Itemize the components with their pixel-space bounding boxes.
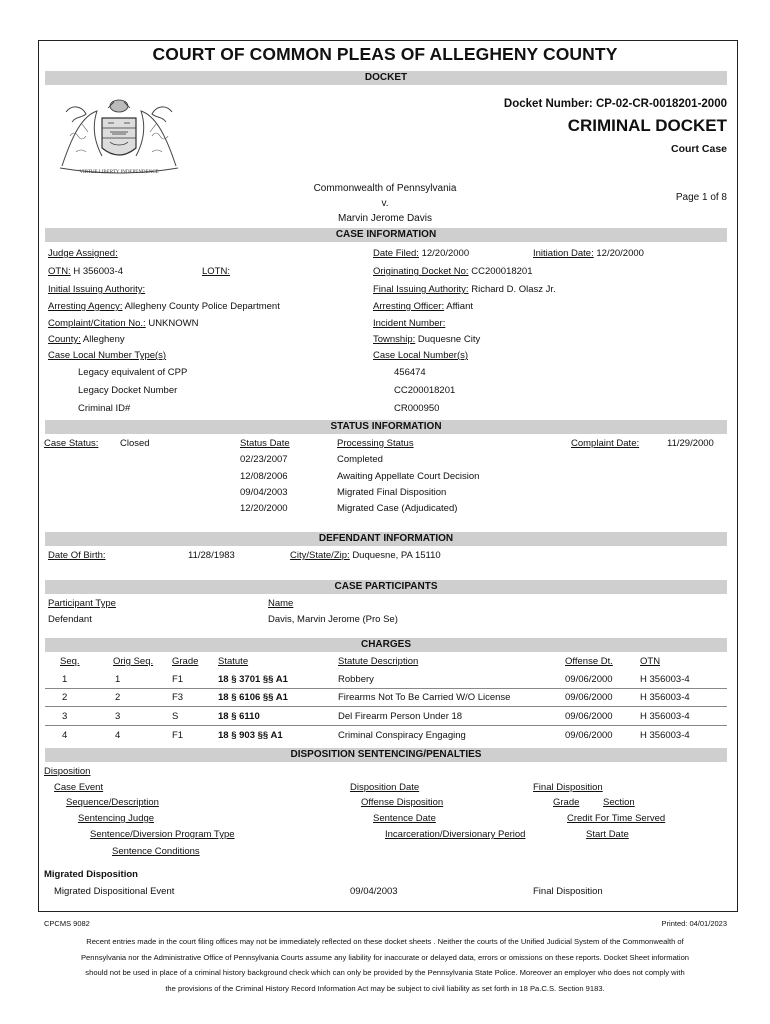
otn-value: H 356003-4: [73, 266, 123, 277]
county-field: [48, 334, 125, 345]
originating-docket-value: CC200018201: [471, 266, 533, 277]
local-number-types-label: Case Local Number Type(s): [48, 350, 167, 361]
charge-statute: 18 § 6110: [218, 711, 260, 722]
charge-description: Robbery: [338, 674, 374, 685]
county-value: Allegheny: [82, 334, 125, 345]
otn-label: OTN:: [48, 266, 71, 277]
sentence-conditions-header: Sentence Conditions: [112, 846, 200, 857]
charge-grade: F1: [172, 674, 184, 685]
otn-field: [48, 266, 123, 277]
grade-header: Grade: [553, 797, 580, 808]
migrated-date: 09/04/2003: [350, 886, 398, 897]
city-state-zip-value: Duquesne, PA 15110: [352, 550, 441, 561]
township-field: [373, 334, 480, 345]
status-date: 02/23/2007: [240, 454, 288, 465]
form-number: CPCMS 9082: [44, 919, 90, 928]
case-event-header: Case Event: [54, 782, 104, 793]
start-date-header: Start Date: [586, 829, 629, 840]
date-filed-label: Date Filed:: [373, 248, 419, 259]
charge-otn: H 356003-4: [640, 730, 690, 741]
offense-disposition-header: Offense Disposition: [361, 797, 444, 808]
charge-seq: 1: [62, 674, 68, 685]
sequence-description-header: Sequence/Description: [66, 797, 159, 808]
local-type-item: Criminal ID#: [78, 403, 131, 414]
charge-otn: H 356003-4: [640, 692, 690, 703]
case-information-band: CASE INFORMATION: [45, 228, 727, 242]
judge-assigned-label: Judge Assigned:: [48, 248, 118, 259]
charges-header-otn: OTN: [640, 656, 661, 667]
charge-statute: 18 § 6106 §§ A1: [218, 692, 288, 703]
local-number-item: CR000950: [394, 403, 440, 414]
docket-number: Docket Number: CP-02-CR-0018201-2000: [503, 98, 727, 110]
status-date: 09/04/2003: [240, 487, 288, 498]
credit-time-served-header: Credit For Time Served: [567, 813, 666, 824]
dob-value: 11/28/1983: [188, 550, 235, 561]
local-number-item: CC200018201: [394, 385, 456, 396]
final-authority-field: [373, 284, 556, 295]
initiation-date-label: Initiation Date:: [533, 248, 594, 259]
arresting-officer-field: [373, 301, 473, 312]
charge-grade: F1: [172, 730, 184, 741]
lotn-label: LOTN:: [202, 266, 230, 277]
originating-docket-label: Originating Docket No:: [373, 266, 469, 277]
charge-seq: 3: [62, 711, 68, 722]
local-type-item: Legacy Docket Number: [78, 385, 178, 396]
incarceration-header: Incarceration/Diversionary Period: [385, 829, 526, 840]
initiation-date-field: [533, 248, 644, 259]
participant-type: Defendant: [48, 614, 92, 625]
charge-description: Firearms Not To Be Carried W/O License: [338, 692, 511, 703]
row-divider: [45, 706, 727, 707]
sentencing-judge-header: Sentencing Judge: [78, 813, 155, 824]
charge-description: Del Firearm Person Under 18: [338, 711, 463, 722]
disposition-date-header: Disposition Date: [350, 782, 420, 793]
status-information-band: STATUS INFORMATION: [45, 420, 727, 434]
docket-band: DOCKET: [45, 71, 727, 85]
status-date-header: Status Date: [240, 438, 290, 449]
charge-offense-date: 09/06/2000: [565, 692, 613, 703]
charge-offense-date: 09/06/2000: [565, 711, 613, 722]
case-participants-band: CASE PARTICIPANTS: [45, 580, 727, 594]
date-filed-field: [373, 248, 469, 259]
date-filed-value: 12/20/2000: [421, 248, 470, 259]
complaint-field: [48, 318, 198, 329]
charge-offense-date: 09/06/2000: [565, 674, 613, 685]
charge-seq: 4: [62, 730, 68, 741]
complaint-value: UNKNOWN: [148, 318, 199, 329]
charge-orig-seq: 3: [115, 711, 121, 722]
charge-grade: F3: [172, 692, 184, 703]
processing-status: Migrated Final Disposition: [337, 487, 447, 498]
docket-type: CRIMINAL DOCKET: [567, 116, 727, 135]
charge-orig-seq: 1: [115, 674, 121, 685]
section-header: Section: [603, 797, 635, 808]
sentence-date-header: Sentence Date: [373, 813, 436, 824]
processing-status: Awaiting Appellate Court Decision: [337, 471, 480, 482]
charge-otn: H 356003-4: [640, 711, 690, 722]
city-state-zip-field: [290, 550, 441, 561]
participant-name: Davis, Marvin Jerome (Pro Se): [268, 614, 398, 625]
township-value: Duquesne City: [417, 334, 481, 345]
participant-type-header: Participant Type: [48, 598, 116, 609]
migrated-disposition-label: Migrated Disposition: [44, 869, 138, 880]
initial-authority-label: Initial Issuing Authority:: [48, 284, 146, 295]
charge-orig-seq: 4: [115, 730, 121, 741]
program-type-header: Sentence/Diversion Program Type: [90, 829, 235, 840]
plaintiff-name: Commonwealth of Pennsylvania: [313, 183, 457, 194]
row-divider: [45, 688, 727, 689]
case-status-value: Closed: [120, 438, 150, 449]
charge-seq: 2: [62, 692, 68, 703]
local-numbers-label: Case Local Number(s): [373, 350, 469, 361]
final-disposition-header: Final Disposition: [533, 782, 603, 793]
footer-disclaimer: Recent entries made in the court filing offices may not be immediately reflected on these docket sheets . Neither the courts of the Unified Judicial System of the Commonwealth of Pennsylvania nor the Administrative Office of Pennsylvania Courts assume any liability for inaccurate or delayed data, errors or omissions on these reports. Docket Sheet information should not be used in place of a criminal history background check which can only be provided by the Pennsylvania State Police. Moreover an employer who does not comply with the provisions of the Criminal History Record Information Act may be subject to civil liability as set forth in 18 Pa.C.S. Section 9183.: [80, 937, 690, 993]
processing-status-header: Processing Status: [337, 438, 414, 449]
charges-header-description: Statute Description: [338, 656, 419, 667]
charge-offense-date: 09/06/2000: [565, 730, 613, 741]
charge-statute: 18 § 903 §§ A1: [218, 730, 283, 741]
charges-header-statute: Statute: [218, 656, 249, 667]
incident-number-label: Incident Number:: [373, 318, 446, 329]
pennsylvania-coat-of-arms-icon: [52, 96, 186, 179]
status-date: 12/20/2000: [240, 503, 288, 514]
migrated-final-disposition: Final Disposition: [533, 886, 603, 897]
status-date: 12/08/2006: [240, 471, 288, 482]
arresting-officer-label: Arresting Officer:: [373, 301, 445, 312]
local-number-item: 456474: [394, 367, 426, 378]
charges-header-offense-date: Offense Dt.: [565, 656, 613, 667]
court-title: COURT OF COMMON PLEAS OF ALLEGHENY COUNTY: [152, 44, 618, 64]
page-indicator: Page 1 of 8: [675, 192, 727, 203]
final-authority-value: Richard D. Olasz Jr.: [471, 284, 556, 295]
defendant-information-band: DEFENDANT INFORMATION: [45, 532, 727, 546]
charge-statute: 18 § 3701 §§ A1: [218, 674, 288, 685]
complaint-label: Complaint/Citation No.:: [48, 318, 146, 329]
court-case-label: Court Case: [670, 143, 727, 155]
initiation-date-value: 12/20/2000: [596, 248, 644, 259]
local-type-item: Legacy equivalent of CPP: [78, 367, 188, 378]
charges-header-orig-seq: Orig Seq.: [113, 656, 154, 667]
row-divider: [45, 725, 727, 726]
charge-otn: H 356003-4: [640, 674, 690, 685]
processing-status: Completed: [337, 454, 383, 465]
dob-label: Date Of Birth:: [48, 550, 106, 561]
city-state-zip-label: City/State/Zip:: [290, 550, 350, 561]
migrated-event: Migrated Dispositional Event: [54, 886, 175, 897]
originating-docket-field: [373, 266, 533, 277]
charge-description: Criminal Conspiracy Engaging: [338, 730, 466, 741]
township-label: Township:: [373, 334, 416, 345]
final-authority-label: Final Issuing Authority:: [373, 284, 469, 295]
charges-band: CHARGES: [45, 638, 727, 652]
complaint-date-value: 11/29/2000: [667, 438, 714, 449]
charge-orig-seq: 2: [115, 692, 121, 703]
charges-header-seq: Seq.: [60, 656, 80, 667]
defendant-caption: Marvin Jerome Davis: [338, 213, 432, 224]
svg-text:VIRTUE LIBERTY INDEPENDENCE: VIRTUE LIBERTY INDEPENDENCE: [79, 170, 159, 175]
complaint-date-label: Complaint Date:: [571, 438, 640, 449]
arresting-agency-label: Arresting Agency:: [48, 301, 123, 312]
charge-grade: S: [172, 711, 179, 722]
arresting-agency-value: Allegheny County Police Department: [124, 301, 280, 312]
arresting-officer-value: Affiant: [446, 301, 473, 312]
charges-header-grade: Grade: [172, 656, 199, 667]
printed-date: Printed: 04/01/2023: [661, 919, 727, 928]
disposition-band: DISPOSITION SENTENCING/PENALTIES: [45, 748, 727, 762]
participant-name-header: Name: [268, 598, 294, 609]
arresting-agency-field: [48, 301, 280, 312]
versus-label: v.: [381, 198, 389, 209]
processing-status: Migrated Case (Adjudicated): [337, 503, 458, 514]
county-label: County:: [48, 334, 81, 345]
case-status-label: Case Status:: [44, 438, 99, 449]
disposition-header: Disposition: [44, 766, 91, 777]
